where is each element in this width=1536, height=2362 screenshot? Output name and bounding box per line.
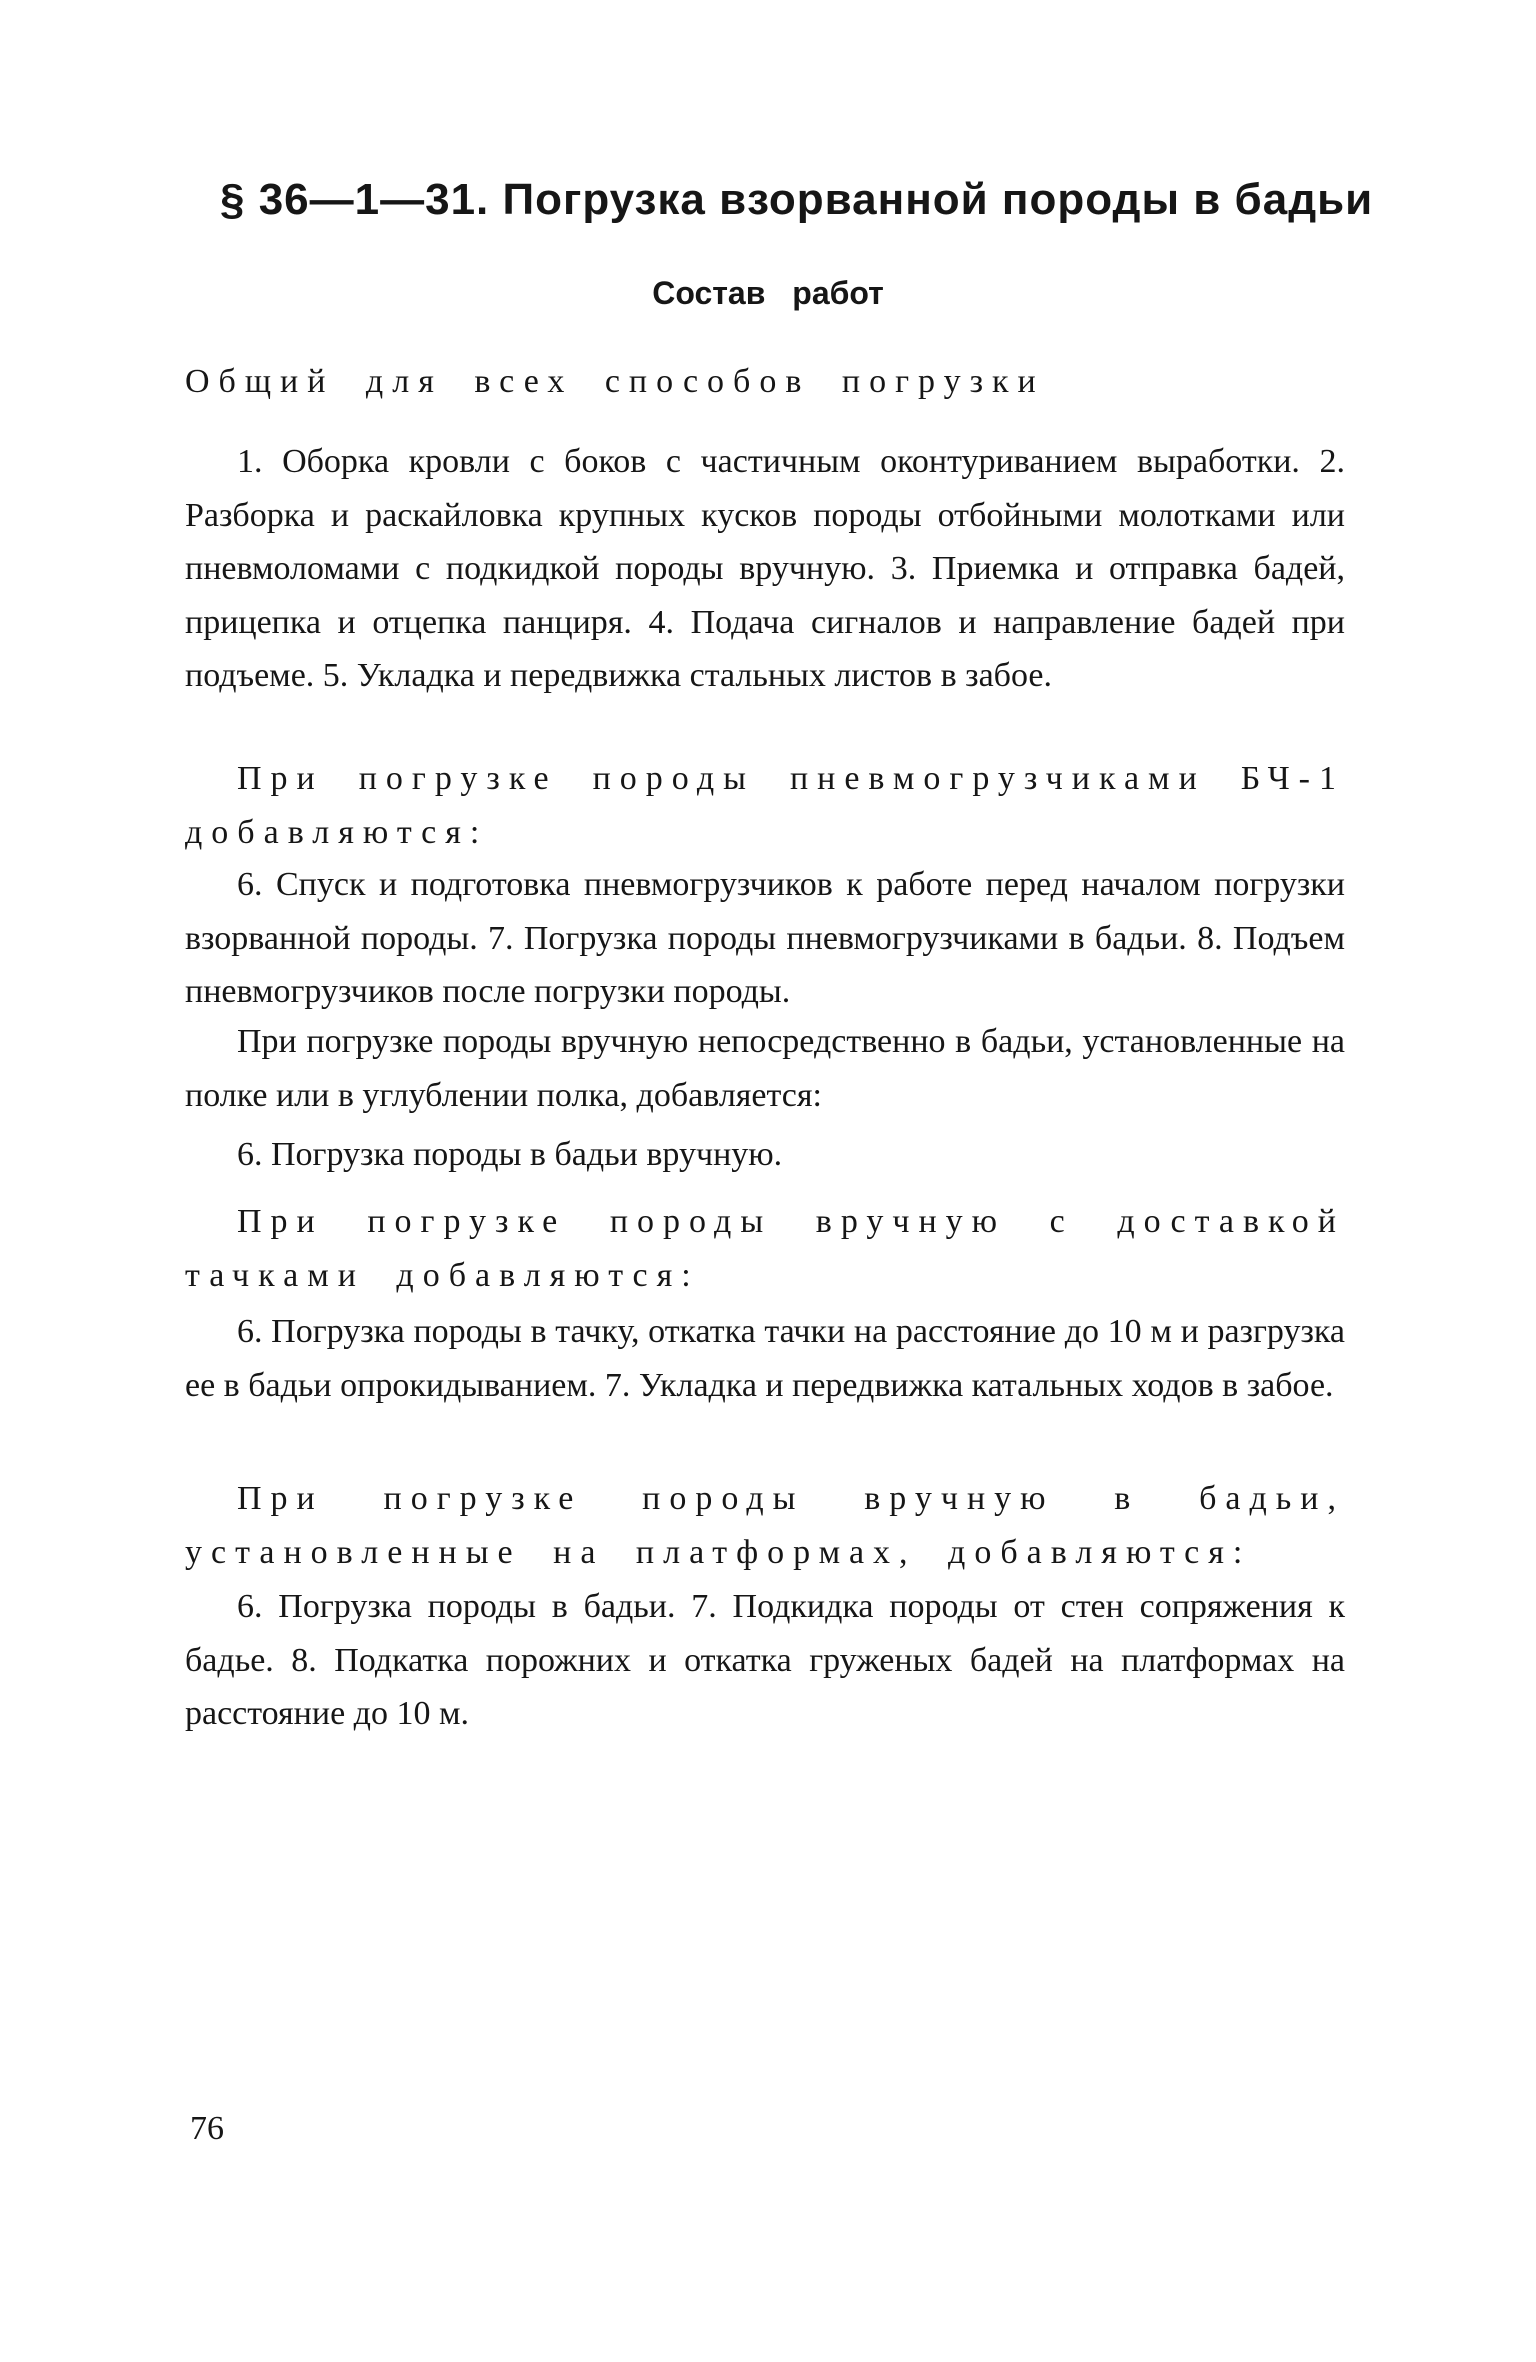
section-heading-2: При погрузке породы пневмогрузчиками БЧ-1 добавляются: (185, 760, 1345, 851)
section-text-4: 6. Погрузка породы в тачку, откатка тачки на расстояние до 10 м и разгрузка ее в бадьи опрокидыванием. 7. Укладка и передвижка катальных ходов в забое. (185, 1313, 1345, 1404)
section-heading-3: При погрузке породы вручную непосредственно в бадьи, установленные на полке или в углублении полка, добавляется: (185, 1023, 1345, 1114)
section-title: § 36—1—31. Погрузка взорванной породы в бадьи (220, 175, 1374, 224)
section-heading-1: Общий для всех способов погрузки (185, 363, 1045, 400)
section-text-3: 6. Погрузка породы в бадьи вручную. (237, 1136, 783, 1173)
section-heading-5: При погрузке породы вручную в бадьи, установленные на платформах, добавляются: (185, 1480, 1345, 1571)
page-number: 76 (190, 2110, 224, 2147)
section-subtitle: Состав работ (652, 275, 884, 311)
section-text-5: 6. Погрузка породы в бадьи. 7. Подкидка породы от стен сопряжения к бадье. 8. Подкатка порожних и откатка груженых бадей на платформах на расстояние до 10 м. (185, 1588, 1345, 1732)
section-text-1: 1. Оборка кровли с боков с частичным оконтуриванием выработки. 2. Разборка и раскайловка крупных кусков породы отбойными молотками или пневмоломами с подкидкой породы вручную. 3. Приемка и отправка бадей, прицепка и отцепка панциря. 4. Подача сигналов и направление бадей при подъеме. 5. Укладка и передвижка стальных листов в забое. (185, 443, 1345, 694)
section-text-2: 6. Спуск и подготовка пневмогрузчиков к работе перед началом погрузки взорванной породы. 7. Погрузка породы пневмогрузчиками в бадьи. 8. Подъем пневмогрузчиков после погрузки породы. (185, 866, 1345, 1010)
section-heading-4: При погрузке породы вручную с доставкой тачками добавляются: (185, 1203, 1345, 1294)
